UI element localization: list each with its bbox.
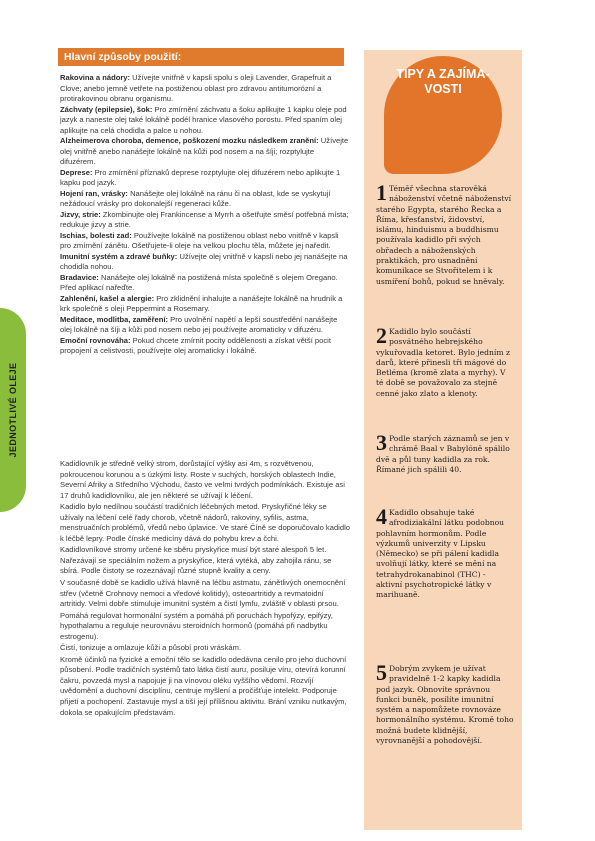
tip-text: Dobrým zvykem je užívat pravidelně 1-2 kapky kadidla pod jazyk. Obnovíte správnou funkci buněk, posílíte imunitní systém a napomůžete rovnováze hormonálního systému. Kromě toho možná budete klidnější, vyrovnanější a pohodovější. <box>376 664 514 746</box>
uses-list <box>60 73 350 357</box>
paragraph: Pomáhá regulovat hormonální systém a pomáhá při poruchách hypofýzy, epifýzy, hypothalamu a reguluje neurovnávu steroidních hormonů (pomáhá při nadbytku estrogenu). <box>60 610 333 641</box>
use-item: Zahlenění, kašel a alergie: Pro zklidnění inhalujte a nanášejte lokálně na hrudník a krk společně s oleji Peppermint a Rosemary. <box>60 293 343 313</box>
paragraph: Čistí, tonizuje a omlazuje kůži a působí proti vráskám. <box>60 643 242 653</box>
tip-item <box>376 323 514 399</box>
use-item: Záchvaty (epilepsie), šok: Pro zmírnění záchvatu a šoku aplikujte 1 kapku oleje pod jazyk a naneste olej také lokálně podél hranice vlasového porostu. Před spaním olej aplikujte na celá chodidla a palce u nohou. <box>60 104 347 135</box>
article-body <box>60 459 350 719</box>
tip-text: Kadidlo bylo součástí posvátného hebrejského vykuřovadla ketoret. Bylo jedním z darů, které přinesli tři mágové do Betléma (kromě zlata a myrhy). V té době se považovalo za stejně cenné jako zlato a klenoty. <box>376 327 510 398</box>
use-item: Emoční rovnováha: Pokud chcete zmírnit pocity oddělenosti a získat větší pocit propojení a celistvosti, používejte olej aromaticky i lokálně. <box>60 335 331 355</box>
tip-item <box>376 180 514 287</box>
tip-number: 5 <box>376 660 387 685</box>
use-item: Deprese: Pro zmírnění příznaků deprese rozptylujte olej difuzérem nebo aplikujte 1 kapku pod jazyk. <box>60 167 341 187</box>
tip-text: Kadidlo obsahuje také afrodiziakální látku podobnou pohlavním hormonům. Podle výzkumů univerzity v Lipsku (Německo) se při pálení kadidla uvolňují látky, které se mění na tetrahydrokanabinol (THC) - aktivní psychotropické látky v marihuaně. <box>376 508 505 600</box>
use-item: Bradavice: Nanášejte olej lokálně na postižená místa společně s olejem Oregano. Před aplikací nařeďte. <box>60 272 338 292</box>
paragraph: Kadidlovník je středně velký strom, dorůstající výšky asi 4m, s rozvětvenou, pokroucenou korunou a s úzkými listy. Roste v suchých, horských oblastech Indie, Severní Afriky a Středního Východu, často ve velmi tvrdých podmínkách. Existuje asi 17 druhů kadidlovníku, ale jen některé se užívají k léčení. <box>60 459 345 500</box>
use-item: Rakovina a nádory: Užívejte vnitřně v kapsli spolu s oleji Lavender, Grapefruit a Clove; anebo jemně vetřete na postiženou oblast pro zdravou antitumorózní a protirakovinou obranu organismu. <box>60 73 332 103</box>
paragraph: Kromě účinků na fyzické a emoční tělo se kadidlo odedávna cenilo pro jeho duchovní působení. Podle tradičních systémů tato látka čistí auru, posiluje víru, otevírá korunní čakru, povzedá mysl a napojuje ji na vínovou oléku vyššího vědomí. Rozvíjí uvědomění a duchovní disciplínu, centruje myšlení a pročišťuje intelekt. Podporuje přijetí a pochopení. Zastavuje mysl a tiší její přílišnou aktivitu. Brání vzniku nutkavým, dokola se opakujícím představám. <box>60 654 347 717</box>
use-item: Imunitní systém a zdravé buňky: Užívejte olej vnitřně v kapsli nebo jej nanášejte na chodidla nohou. <box>60 251 348 271</box>
tip-item <box>376 660 514 746</box>
tip-item <box>376 504 514 601</box>
tip-text: Téměř všechna starověká náboženství včetně náboženství starého Egypta, starého Řecka a Říma, křesťanství, židovství, islámu, hinduismu a buddhismu používala kadidlo při svých obřadech a náboženských praktikách, pro usnadnění komunikace se Stvořitelem i k usmíření bohů, pokud se hněvaly. <box>376 184 512 286</box>
tip-item <box>376 430 514 475</box>
paragraph: Kadidlovníkové stromy určené ke sběru pryskyřice musí být staré alespoň 5 let. Nařezávají se speciálním nožem a pryskyřice, která vytéká, aby zahojila ránu, se sbírá. Podle čistoty se rozeznávají různé stupně kvality a ceny. <box>60 545 332 576</box>
use-item: Hojení ran, vrásky: Nanášejte olej lokálně na ránu či na oblast, kde se vyskytují nežádoucí vrásky pro dokonalejší regeneraci kůže. <box>60 188 331 208</box>
tip-number: 1 <box>376 180 387 205</box>
tips-title: TIPY A ZAJÍMA- VOSTI <box>396 67 490 96</box>
tip-number: 4 <box>376 504 387 529</box>
section-side-tab <box>0 308 26 512</box>
tip-number: 3 <box>376 430 387 455</box>
tip-text: Podle starých záznamů se jen v chrámě Baal v Babylóně spálilo dvě a půl tuny kadidla za rok. Římané jich spálili 40. <box>376 434 510 474</box>
main-uses-heading: Hlavní způsoby použití: <box>58 48 344 66</box>
side-tab-label: JEDNOTLIVÉ OLEJE <box>8 362 18 458</box>
paragraph: Kadidlo bylo nedílnou součástí tradičních léčebných metod. Pryskyřičné léky se užívaly na léčení celé řady chorob, včetně nádorů, rakoviny, syfilis, astma, menstruačních problémů, vředů nebo úplavice. Ve staré Číně se doporučovalo kadidlo k léčbě lepry. Podle čínské medicíny dává do pohybu krev a čchi. <box>60 502 351 543</box>
use-item: Meditace, modlitba, zaměření: Pro uvolnění napětí a lepší soustředění nanášejte olej lokálně na šíji a kůži pod nosem nebo jej používejte aromaticky v difuzéru. <box>60 314 338 334</box>
paragraph: V současné době se kadidlo užívá hlavně na léčbu astmatu, zánětlivých onemocnění střev (včetně Crohnovy nemoci a vředové kolitidy), osteoartritidy a revmatoidní artritidy. Velmi dobře stimuluje imunitní systém a čistí lymfu, zvláště v oblasti prsou. <box>60 578 346 609</box>
tip-number: 2 <box>376 323 387 348</box>
use-item: Ischias, bolesti zad: Používejte lokálně na postiženou oblast nebo vnitřně v kapsli pro zmírnění zánětu. Ošetřujete-li oleje na velkou plochu těla, můžete jej naředit. <box>60 230 339 250</box>
use-item: Jizvy, strie: Zkombinujte olej Frankincense a Myrrh a ošetřujte směsí potřebná místa; redukuje jizvy a strie. <box>60 209 349 229</box>
use-item: Alzheimerova choroba, demence, poškození mozku následkem zranění: Užívejte olej vnitřně anebo nanášejte lokálně na kůži pod nosem a na šíji; rozptylujte difuzérem. <box>60 136 349 166</box>
